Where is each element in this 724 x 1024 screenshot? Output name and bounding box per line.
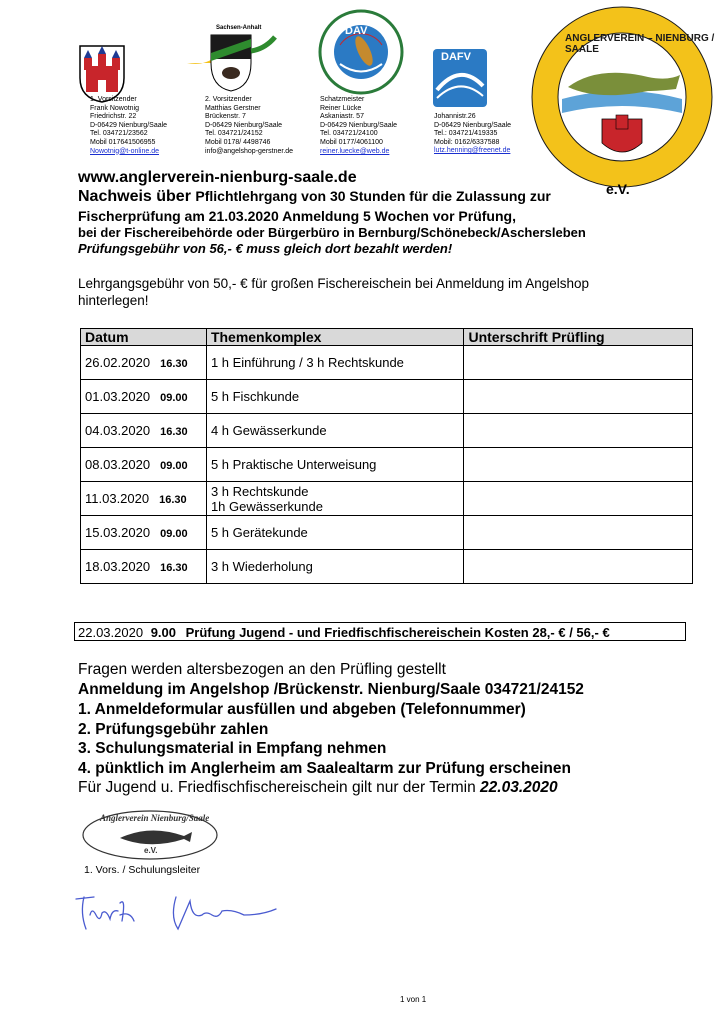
date: 26.02.2020 <box>85 355 151 370</box>
topic-cell: 5 h Praktische Unterweisung <box>206 448 464 482</box>
table-row <box>81 380 693 414</box>
date-cell <box>81 414 207 448</box>
topic-line-1: 3 h Rechtskunde <box>210 483 309 499</box>
time: 09.00 <box>160 528 188 540</box>
table-row <box>81 516 693 550</box>
date: 08.03.2020 <box>85 457 151 472</box>
officer-email: info@angelshop-gerstner.de <box>205 147 294 155</box>
date: 04.03.2020 <box>85 423 151 438</box>
topic-line-2: 1h Gewässerkunde <box>210 498 323 514</box>
officer-email-link[interactable]: Nowotnig@t-online.de <box>90 147 159 155</box>
officer-email-link[interactable]: lutz.henning@freenet.de <box>434 147 511 155</box>
dafv-label: DAFV <box>441 51 471 63</box>
date: 11.03.2020 <box>85 491 150 506</box>
officer-role: 1. Vorsitzender <box>90 96 137 103</box>
step-2: 2. Prüfungsgebühr zahlen <box>78 721 269 738</box>
officer-city: D-06429 Nienburg/Saale <box>90 121 168 129</box>
date: 18.03.2020 <box>85 559 151 574</box>
officer-role: 2. Vorsitzender <box>205 96 252 103</box>
col-header-signature: Unterschrift Prüfling <box>464 329 693 346</box>
time: 16.30 <box>159 494 187 506</box>
club-emblem <box>528 3 716 191</box>
time: 16.30 <box>160 426 188 438</box>
course-fee-line-2: hinterlegen! <box>78 293 149 308</box>
step-3: 3. Schulungsmaterial in Empfang nehmen <box>78 740 387 757</box>
info-line-2: Anmeldung im Angelshop /Brückenstr. Nienburg/Saale 034721/24152 <box>78 681 584 698</box>
officer-role: Schatzmeister <box>320 96 365 103</box>
signature-cell[interactable] <box>464 550 693 584</box>
signature-cell[interactable] <box>464 414 693 448</box>
officer-col-4 <box>434 113 544 156</box>
officer-name: Matthias Gerstner <box>205 104 261 112</box>
officer-phone: Tel. 034721/24100 <box>320 130 378 138</box>
officer-city: D-06429 Nienburg/Saale <box>434 121 512 129</box>
info-last-prefix: Für Jugend u. Friedfischfischereischein gilt nur der Termin <box>78 779 481 796</box>
schedule-table <box>80 328 693 584</box>
officer-name: Frank Nowotnig <box>90 104 140 112</box>
time: 16.30 <box>160 562 188 574</box>
time: 09.00 <box>160 460 188 472</box>
officer-street: Friedrichstr. 22 <box>90 113 137 121</box>
stamp-bottom-text: e.V. <box>144 846 158 855</box>
date-cell <box>81 346 207 380</box>
topic-cell: 5 h Fischkunde <box>206 380 464 414</box>
officer-mobile: Mobil: 0162/6337588 <box>434 138 500 146</box>
officer-phone: Tel.: 034721/419335 <box>434 130 498 138</box>
table-row <box>81 550 693 584</box>
officer-city: D-06429 Nienburg/Saale <box>320 121 398 129</box>
info-last-line <box>78 778 558 798</box>
officer-email-link[interactable]: reiner.luecke@web.de <box>320 147 390 155</box>
heading-line-1 <box>78 188 551 206</box>
page-number: 1 von 1 <box>400 995 427 1004</box>
signature-cell[interactable] <box>464 516 693 550</box>
time: 16.30 <box>160 358 188 370</box>
topic-cell: 1 h Einführung / 3 h Rechtskunde <box>206 346 464 380</box>
officer-col-1 <box>90 96 200 156</box>
sachsen-anhalt-coat-of-arms <box>185 33 277 93</box>
heading-lead: Nachweis über <box>78 188 191 205</box>
handwritten-signature <box>72 885 282 935</box>
table-header-row <box>81 329 693 346</box>
dav-logo <box>318 9 404 95</box>
website-url: www.anglerverein-nienburg-saale.de <box>78 169 357 186</box>
date-cell <box>81 380 207 414</box>
date-cell <box>81 448 207 482</box>
officer-phone: Tel. 034721/24152 <box>205 130 263 138</box>
signature-cell[interactable] <box>464 380 693 414</box>
topic-cell: 5 h Gerätekunde <box>206 516 464 550</box>
signature-cell[interactable] <box>464 346 693 380</box>
topic-cell: 4 h Gewässerkunde <box>206 414 464 448</box>
heading-line-2: Fischerprüfung am 21.03.2020 Anmeldung 5 Wochen vor Prüfung, <box>78 208 516 224</box>
officer-name: Reiner Lücke <box>320 104 362 112</box>
officer-street: Brückenstr. 7 <box>205 113 246 121</box>
info-line-1: Fragen werden altersbezogen an den Prüfling gestellt <box>78 661 446 678</box>
info-last-date: 22.03.2020 <box>480 779 558 796</box>
exam-date: 22.03.2020 <box>78 625 144 640</box>
table-row <box>81 346 693 380</box>
officer-phone: Tel. 034721/23562 <box>90 130 148 138</box>
topic-cell <box>206 482 464 516</box>
signature-cell[interactable] <box>464 448 693 482</box>
stamp-top-text: Anglerverein Nienburg/Saale <box>100 813 210 823</box>
officer-mobile: Mobil 017641506955 <box>90 138 156 146</box>
course-fee-line-1: Lehrgangsgebühr von 50,- € für großen Fischereischein bei Anmeldung im Angelshop <box>78 276 590 291</box>
officer-street: Askaniastr. 57 <box>320 113 364 121</box>
date-cell <box>81 482 207 516</box>
table-row <box>81 482 693 516</box>
nienburg-coat-of-arms <box>78 44 126 104</box>
signer-title: 1. Vors. / Schulungsleiter <box>84 864 201 876</box>
heading-rest: Pflichtlehrgang von 30 Stunden für die Zulassung zur <box>195 188 551 204</box>
date-cell <box>81 516 207 550</box>
time: 09.00 <box>160 392 188 404</box>
date-cell <box>81 550 207 584</box>
exam-text: Prüfung Jugend - und Friedfischfischereischein Kosten 28,- € / 56,- € <box>185 625 610 640</box>
officer-mobile: Mobil 0177/4061100 <box>320 138 383 146</box>
exam-time: 9.00 <box>150 625 177 640</box>
date: 15.03.2020 <box>85 525 151 540</box>
club-emblem-ring-text: ANGLERVEREIN – NIENBURG / SAALE <box>565 33 715 55</box>
officer-street: Johannistr.26 <box>434 113 476 120</box>
step-1: 1. Anmeldeformular ausfüllen und abgeben (Telefonnummer) <box>78 701 526 718</box>
officer-col-3 <box>320 96 430 156</box>
club-emblem-ev: e.V. <box>606 181 630 197</box>
step-4: 4. pünktlich im Anglerheim am Saalealtarm zur Prüfung erscheinen <box>78 760 571 777</box>
col-header-date: Datum <box>81 329 207 346</box>
exam-box <box>74 622 686 641</box>
table-row <box>81 414 693 448</box>
officer-mobile: Mobil 0178/ 4498746 <box>205 138 271 146</box>
sachsen-anhalt-label: Sachsen-Anhalt <box>216 25 262 31</box>
table-row <box>81 448 693 482</box>
exam-fee-notice: Prüfungsgebühr von 56,- € muss gleich dort bezahlt werden! <box>78 241 453 256</box>
officer-col-2 <box>205 96 315 156</box>
col-header-topic: Themenkomplex <box>206 329 464 346</box>
officer-city: D-06429 Nienburg/Saale <box>205 121 283 129</box>
topic-cell: 3 h Wiederholung <box>206 550 464 584</box>
date: 01.03.2020 <box>85 389 151 404</box>
dav-label: DAV <box>345 25 368 37</box>
signature-cell[interactable] <box>464 482 693 516</box>
heading-line-3: bei der Fischereibehörde oder Bürgerbüro in Bernburg/Schönebeck/Aschersleben <box>78 225 586 240</box>
